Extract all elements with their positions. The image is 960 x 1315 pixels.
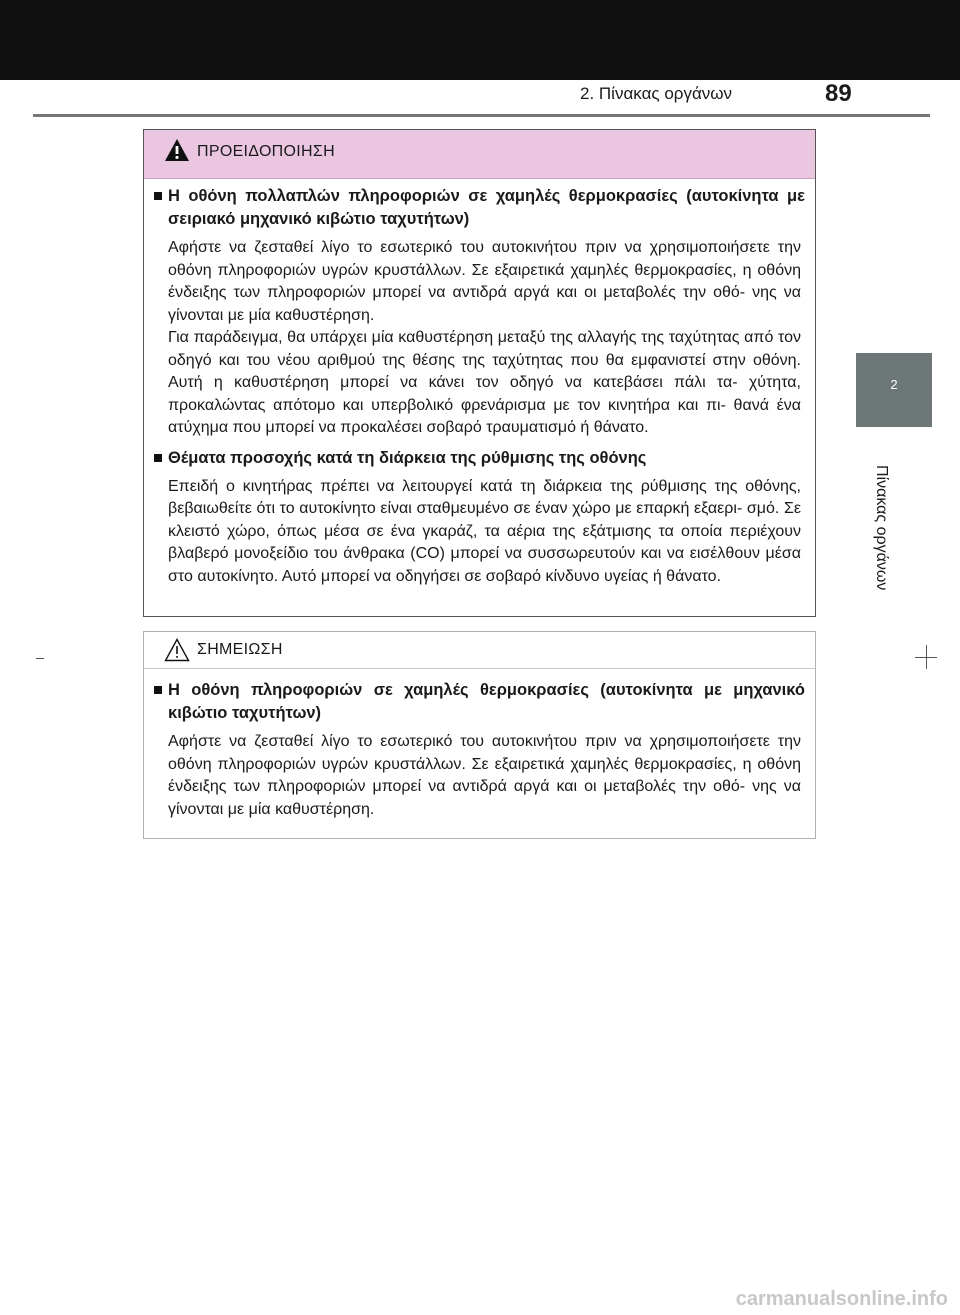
heading-text: Η οθόνη πληροφοριών σε χαμηλές θερμοκρασίες (αυτοκίνητα με μηχανικό κιβώτιο ταχυτήτων) [168, 681, 805, 722]
note-header [144, 632, 815, 669]
chapter-label: Πίνακας οργάνων [873, 465, 890, 591]
bullet-square-icon [154, 686, 162, 694]
heading-text: Θέματα προσοχής κατά τη διάρκεια της ρύθμισης της οθόνης [168, 448, 647, 467]
note-item-paragraph: Αφήστε να ζεσταθεί λίγο το εσωτερικό του αυτοκινήτου πριν να χρησιμοποιήσετε την οθόνη πληροφοριών υγρών κρυστάλλων. Σε εξαιρετικά χαμηλές θερμοκρασίες, η οθόνη ένδειξης των πληροφοριών μπορεί να αντιδρά αργά και οι μεταβολές την οθό- νης να γίνονται με μία καθυστέρηση. [168, 733, 801, 818]
warning-triangle-outline-icon [164, 638, 190, 667]
warning-box [143, 129, 816, 617]
warning-item-heading [154, 447, 805, 470]
warning-body [144, 179, 815, 588]
note-item-heading [154, 679, 805, 725]
warning-title: ΠΡΟΕΙΔΟΠΟΙΗΣΗ [197, 143, 335, 160]
warning-triangle-filled-icon [164, 138, 190, 167]
watermark: carmanualsonline.info [735, 1288, 948, 1310]
top-bar [0, 0, 960, 80]
bullet-square-icon [154, 454, 162, 462]
heading-text: Η οθόνη πολλαπλών πληροφοριών σε χαμηλές θερμοκρασίες (αυτοκίνητα με σειριακό μηχανικό κιβώτιο ταχυτήτων) [168, 187, 805, 228]
note-box [143, 631, 816, 839]
warning-item-paragraph: Επειδή ο κινητήρας πρέπει να λειτουργεί κατά τη διάρκεια της ρύθμισης της οθόνης, βεβαιωθείτε ότι το αυτοκίνητο είναι σταθμευμένο σε έναν χώρο με επαρκή εξαερι- σμό. Σε κλειστό χώρο, όπως μέσα σε ένα γκαράζ, τα αέρια της εξάτμισης τα οποία περιέχουν βλαβερό μονοξείδιο του άνθρακα (CO) μπορεί να συσσωρευτούν και να εισέλθουν μέσα στο αυτοκίνητο. Αυτό μπορεί να οδηγήσει σε σοβαρό κίνδυνο υγείας ή θάνατο. [168, 477, 801, 585]
note-body [144, 669, 815, 821]
crop-mark [36, 658, 44, 659]
page-number: 89 [825, 80, 852, 107]
header-divider [33, 114, 930, 117]
bullet-square-icon [154, 192, 162, 200]
section-title: 2. Πίνακας οργάνων [580, 84, 733, 103]
chapter-tab [856, 353, 932, 427]
warning-item-paragraph: Για παράδειγμα, θα υπάρχει μία καθυστέρηση μεταξύ της αλλαγής της ταχύτητας από τον οδηγό και του νέου αριθμού της θέσης της ταχύτητας που θα εμφανιστεί στην οθόνη. Αυτή η καθυστέρηση μπορεί να κάνει τον οδηγό να κατεβάσει πάλι τα- χύτητα, προκαλώντας απότομο και υπερβολικό φρενάρισμα με τον κινητήρα και πι- θανά ένα ατύχημα που μπορεί να προκαλέσει σοβαρό τραυματισμό ή θάνατο. [168, 329, 801, 436]
chapter-number: 2 [890, 377, 898, 392]
crop-mark [926, 645, 927, 669]
warning-item-paragraph: Αφήστε να ζεσταθεί λίγο το εσωτερικό του αυτοκινήτου πριν να χρησιμοποιήσετε την οθόνη πληροφοριών υγρών κρυστάλλων. Σε εξαιρετικά χαμηλές θερμοκρασίες, η οθόνη ένδειξης των πληροφοριών μπορεί να αντιδρά αργά και οι μεταβολές την οθό- νης να γίνονται με μία καθυστέρηση. [168, 239, 801, 324]
note-title: ΣΗΜΕΙΩΣΗ [197, 641, 283, 658]
warning-header [144, 130, 815, 179]
warning-item-heading [154, 185, 805, 231]
